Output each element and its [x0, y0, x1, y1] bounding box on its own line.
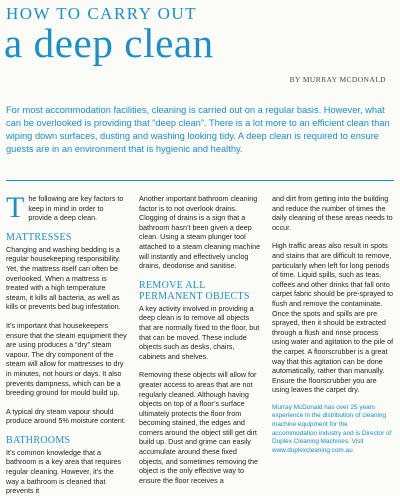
paragraph: A typical dry steam vapour should produce around 5% moisture content. [6, 406, 126, 426]
paragraph: and dirt from getting into the building and reduce the number of times the daily cleaning of these areas needs to occur. [272, 194, 393, 232]
divider-rule [6, 180, 394, 181]
article-headline: a deep clean [4, 20, 214, 66]
column-3 [272, 194, 394, 454]
column-2 [139, 194, 261, 485]
lead-text: he following are key factors to keep in mind in order to provide a deep clean. [28, 194, 124, 223]
drop-cap: T [6, 191, 25, 224]
paragraph: Another important bathroom cleaning factor is to not overlook drains. Clogging of drains is a sign that a bathroom hasn’t been given a deep clean. Using a steam plunger tool attached to a steam cleaning machine will instantly and effectively unclog drains, deodorise and sanitise. [139, 194, 261, 271]
paragraph: High traffic areas also result in spots and stains that are difficult to remove, particularly when left for long periods of time. Liquid spills, such as teas, coffees and other drinks that fall onto carpet fabric should be pre-sprayed to flush and remove the contaminate. Once the spots and spills are pre sprayed, then it should be extracted through a flush and rinse process using water and agitation to the pile of the carpet. A floorscrubber is a great way that this agitation can be done automatically, rather than manually. Ensure the floorscrubber you are using leaves the carpet dry. [272, 241, 394, 395]
lead-paragraph [6, 191, 128, 224]
heading-bathrooms: BATHROOMS [6, 434, 71, 446]
article-byline: BY MURRAY MCDONALD [289, 75, 386, 84]
article-intro: For most accommodation facilities, cleaning is carried out on a regular basis. However, what can be overlooked is providing that “deep clean”. There is a lot more to an efficient clean than wiping down surfaces, dusting and washing looking tidy. A deep clean is required to ensure guests are in an environment that is hygienic and healthy. [6, 105, 390, 154]
paragraph: Changing and washing bedding is a regular housekeeping responsibility. Yet, the mattress itself can often be overlooked. When a mattress is treated with a high temperature steam, it kills all bacteria, as well as kills or prevents bed bug infestation. [6, 244, 121, 312]
paragraph: A key activity involved in providing a deep clean is to remove all objects that are normally fixed to the floor, but that can be moved. These include objects such as desks, chairs, cabinets and shelves. [139, 303, 260, 361]
heading-remove-objects: REMOVE ALL PERMANENT OBJECTS [139, 279, 250, 302]
paragraph: Removing these objects will allow for greater access to areas that are not regularly cleaned. Although having objects on top of a floor’s surface ultimately protects the floor from becoming stained, the edges and corners around the object still get dirt build up. Dust and grime can easily accumulate around these fixed objects, and sometimes removing the object is the only effective way to ensure the floor receives a [139, 370, 259, 485]
article-kicker: HOW TO CARRY OUT [6, 4, 198, 23]
paragraph: It’s common knowledge that a bathroom is a key area that requires regular cleaning. However, it’s the way a bathroom is cleaned that prevents it [6, 447, 122, 496]
author-bio: Murray McDonald has over 25 years experience in the distribution of cleaning machine equipment for the accommodation industry and is Director of Duplex Cleaning Machines. Visit www.duplexcleaning.com.au [272, 403, 392, 454]
heading-mattresses: MATTRESSES [6, 231, 72, 243]
column-1 [6, 191, 128, 496]
paragraph: It’s important that housekeepers ensure that the steam equipment they are using produces a “dry” steam vapour. The dry component of the steam will allow for mattresses to dry in minutes, not hours or days. It also prevents dampness, which can be a breeding ground for mould build up. [6, 320, 127, 398]
